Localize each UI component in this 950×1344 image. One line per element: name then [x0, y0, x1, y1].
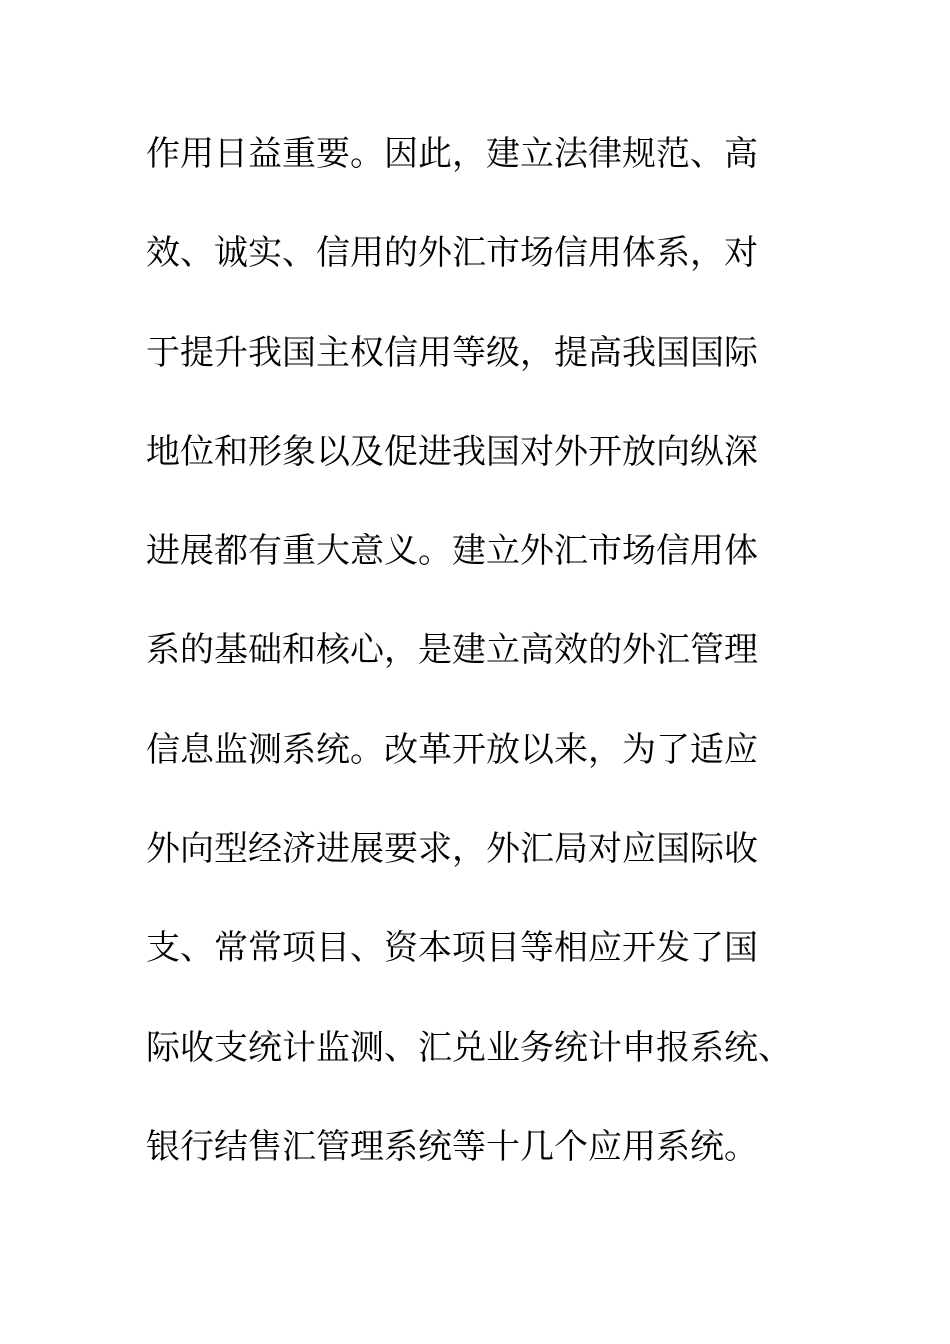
- text-line: 地位和形象以及促进我国对外开放向纵深: [146, 431, 758, 472]
- text-line: 进展都有重大意义。建立外汇市场信用体: [146, 531, 758, 572]
- text-line: 外向型经济进展要求，外汇局对应国际收: [146, 829, 758, 870]
- text-line: 于提升我国主权信用等级，提高我国国际: [146, 332, 758, 373]
- text-line: 作用日益重要。因此，建立法律规范、高: [146, 134, 758, 174]
- text-line: 信息监测系统。改革开放以来，为了适应: [146, 729, 758, 770]
- body-paragraph: [146, 127, 826, 1219]
- text-line: 系的基础和核心，是建立高效的外汇管理: [146, 630, 758, 671]
- text-line: 支、常常项目、资本项目等相应开发了国: [146, 928, 758, 969]
- text-line: 际收支统计监测、汇兑业务统计申报系统、: [146, 1027, 792, 1068]
- text-line: 效、诚实、信用的外汇市场信用体系，对: [146, 233, 758, 274]
- text-line: 银行结售汇管理系统等十几个应用系统。: [146, 1126, 758, 1167]
